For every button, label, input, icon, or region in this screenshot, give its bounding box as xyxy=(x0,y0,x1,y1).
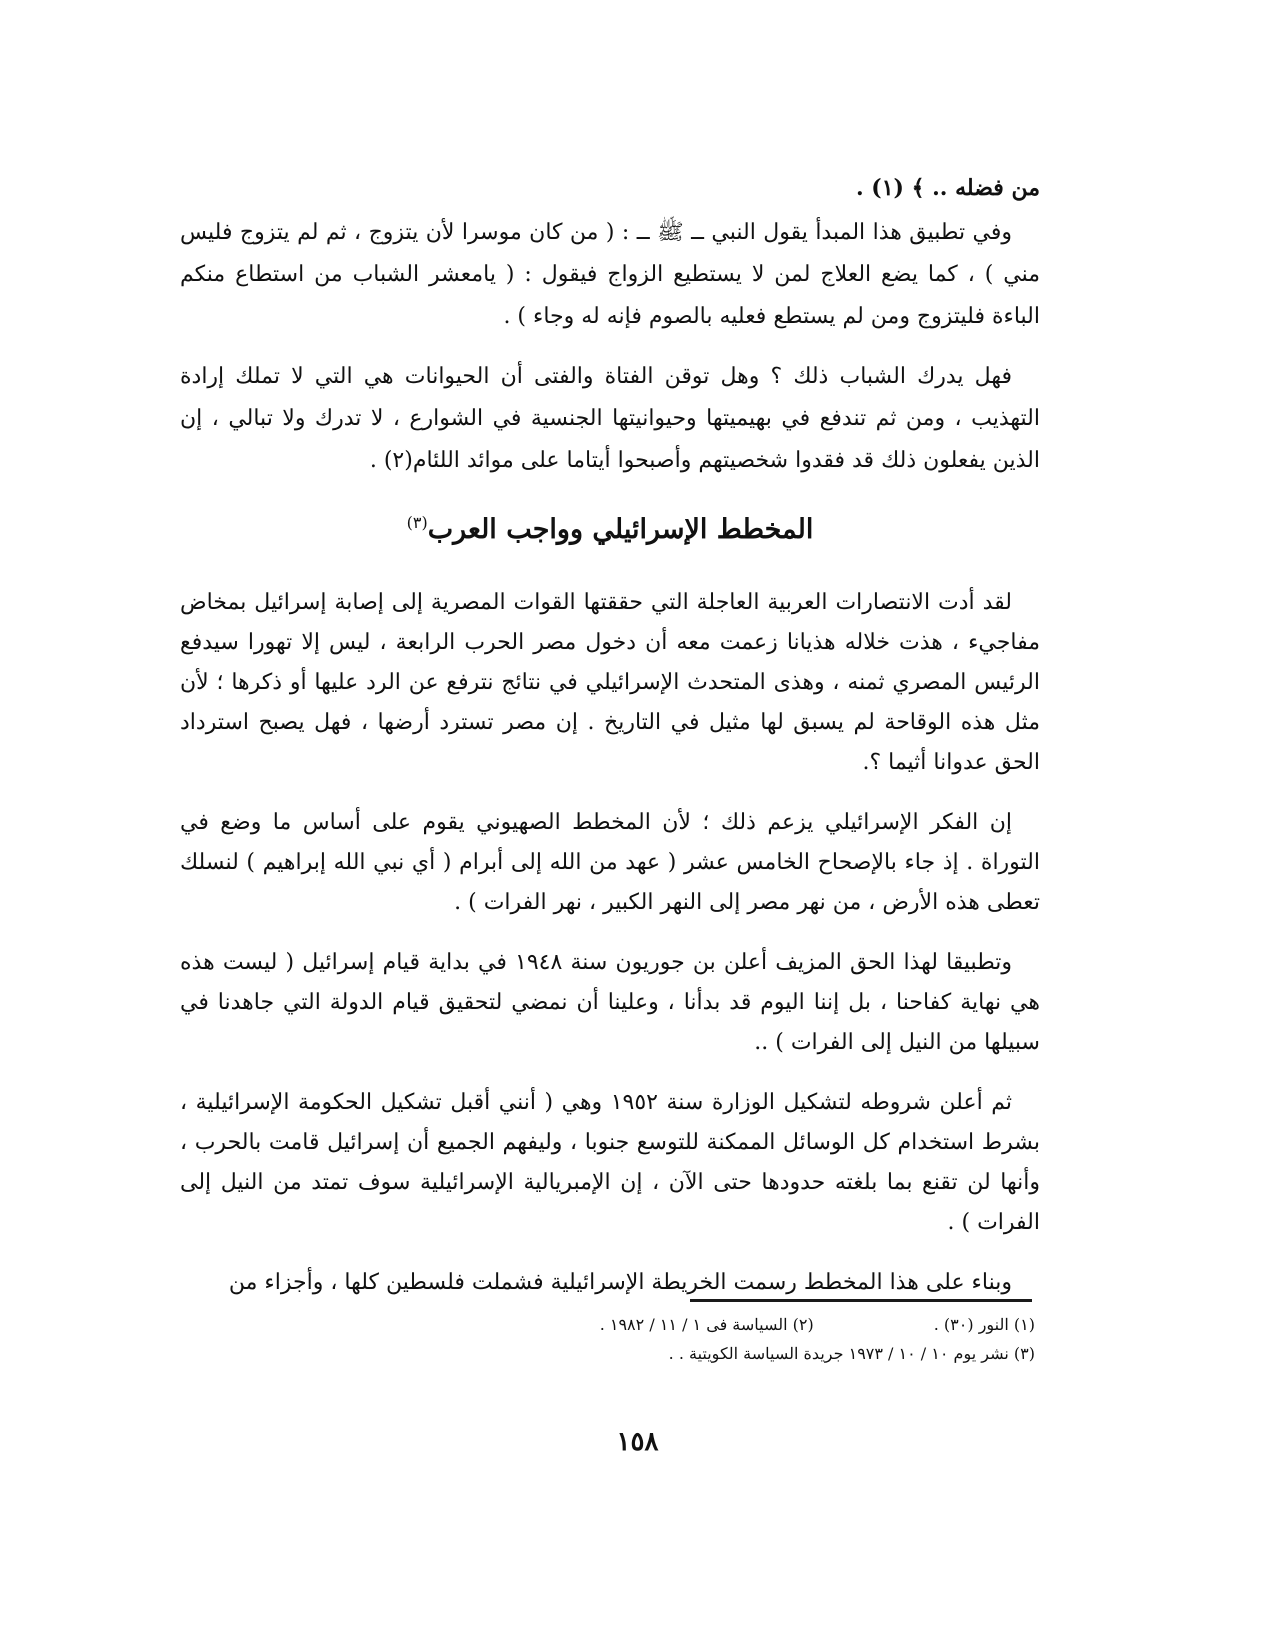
footnote-row-1 xyxy=(300,1310,1035,1339)
footnote-2: (٢) السياسة فى ١ / ١١ / ١٩٨٢ . xyxy=(599,1315,814,1334)
page-number: ١٥٨ xyxy=(616,1427,659,1457)
footnote-3: (٣) نشر يوم ١٠ / ١٠ / ١٩٧٣ جريدة السياسة الكويتية . . xyxy=(668,1344,1035,1363)
paragraph-conditions-1952: ثم أعلن شروطه لتشكيل الوزارة سنة ١٩٥٢ وهي ( أنني أقبل تشكيل الحكومة الإسرائيلية ، بشرط استخدام كل الوسائل الممكنة للتوسع جنوبا ، وليفهم الجميع أن إسرائيل قامت بالحرب ، وأنها لن تقنع بما بلغته حدودها حتى الآن ، إن الإمبريالية الإسرائيلية سوف تمتد من النيل إلى الفرات ) . xyxy=(180,1090,1040,1235)
footnote-1: (١) النور (٣٠) . xyxy=(933,1315,1035,1334)
footnote-divider xyxy=(690,1299,1032,1302)
section-heading-note: (٣) xyxy=(406,513,428,532)
opening-line: من فضله .. ﴾ (١) . xyxy=(855,175,1040,201)
page-body xyxy=(180,168,1040,1323)
paragraph-arab-victories: لقد أدت الانتصارات العربية العاجلة التي حققتها القوات المصرية إلى إصابة إسرائيل بمخاض مفاجيء ، هذت خلاله هذيانا زعمت معه أن دخول مصر الحرب الرابعة ، ليس إلا تهورا سيدفع الرئيس المصري ثمنه ، وهذى المتحدث الإسرائيلي في نتائج نترفع عن الرد عليها أو ذكرها ؛ لأن مثل هذه الوقاحة لم يسبق لها مثيل في التاريخ . إن مصر تسترد أرضها ، فهل يصبح استرداد الحق عدوانا أثيما ؟. xyxy=(180,590,1040,775)
paragraph-ben-gurion-1948: وتطبيقا لهذا الحق المزيف أعلن بن جوريون سنة ١٩٤٨ في بداية قيام إسرائيل ( ليست هذه هي نهاية كفاحنا ، بل إننا اليوم قد بدأنا ، وعلينا أن نمضي لتحقيق قيام الدولة التي جاهدنا في سبيلها من النيل إلى الفرات ) .. xyxy=(180,950,1040,1055)
paragraph-map: وبناء على هذا المخطط رسمت الخريطة الإسرائيلية فشملت فلسطين كلها ، وأجزاء من xyxy=(228,1270,1012,1295)
section-heading xyxy=(180,500,1040,553)
section-heading-text: المخطط الإسرائيلي وواجب العرب xyxy=(427,514,814,545)
paragraph-torah-claim: إن الفكر الإسرائيلي يزعم ذلك ؛ لأن المخطط الصهيوني يقوم على أساس ما وضع في التوراة . إذ جاء بالإصحاح الخامس عشر ( عهد من الله إلى أبرام ( أي نبي الله إبراهيم ) لنسلك تعطى هذه الأرض ، من نهر مصر إلى النهر الكبير ، نهر الفرات ) . xyxy=(180,810,1040,915)
paragraph-prophet-hadith: وفي تطبيق هذا المبدأ يقول النبي ــ ﷺ ــ : ( من كان موسرا لأن يتزوج ، ثم لم يتزوج فليس مني ) ، كما يضع العلاج لمن لا يستطيع الزواج فيقول : ( يامعشر الشباب من استطاع منكم الباءة فليتزوج ومن لم يستطع فعليه بالصوم فإنه له وجاء ) . xyxy=(180,220,1040,329)
footnotes xyxy=(300,1310,1035,1368)
paragraph-youth-question: فهل يدرك الشباب ذلك ؟ وهل توقن الفتاة والفتى أن الحيوانات هي التي لا تملك إرادة التهذيب ، ومن ثم تندفع في بهيميتها وحيوانيتها الجنسية في الشوارع ، لا تدرك ولا تبالي ، إن الذين يفعلون ذلك قد فقدوا شخصيتهم وأصبحوا أيتاما على موائد اللئام(٢) . xyxy=(180,364,1040,473)
